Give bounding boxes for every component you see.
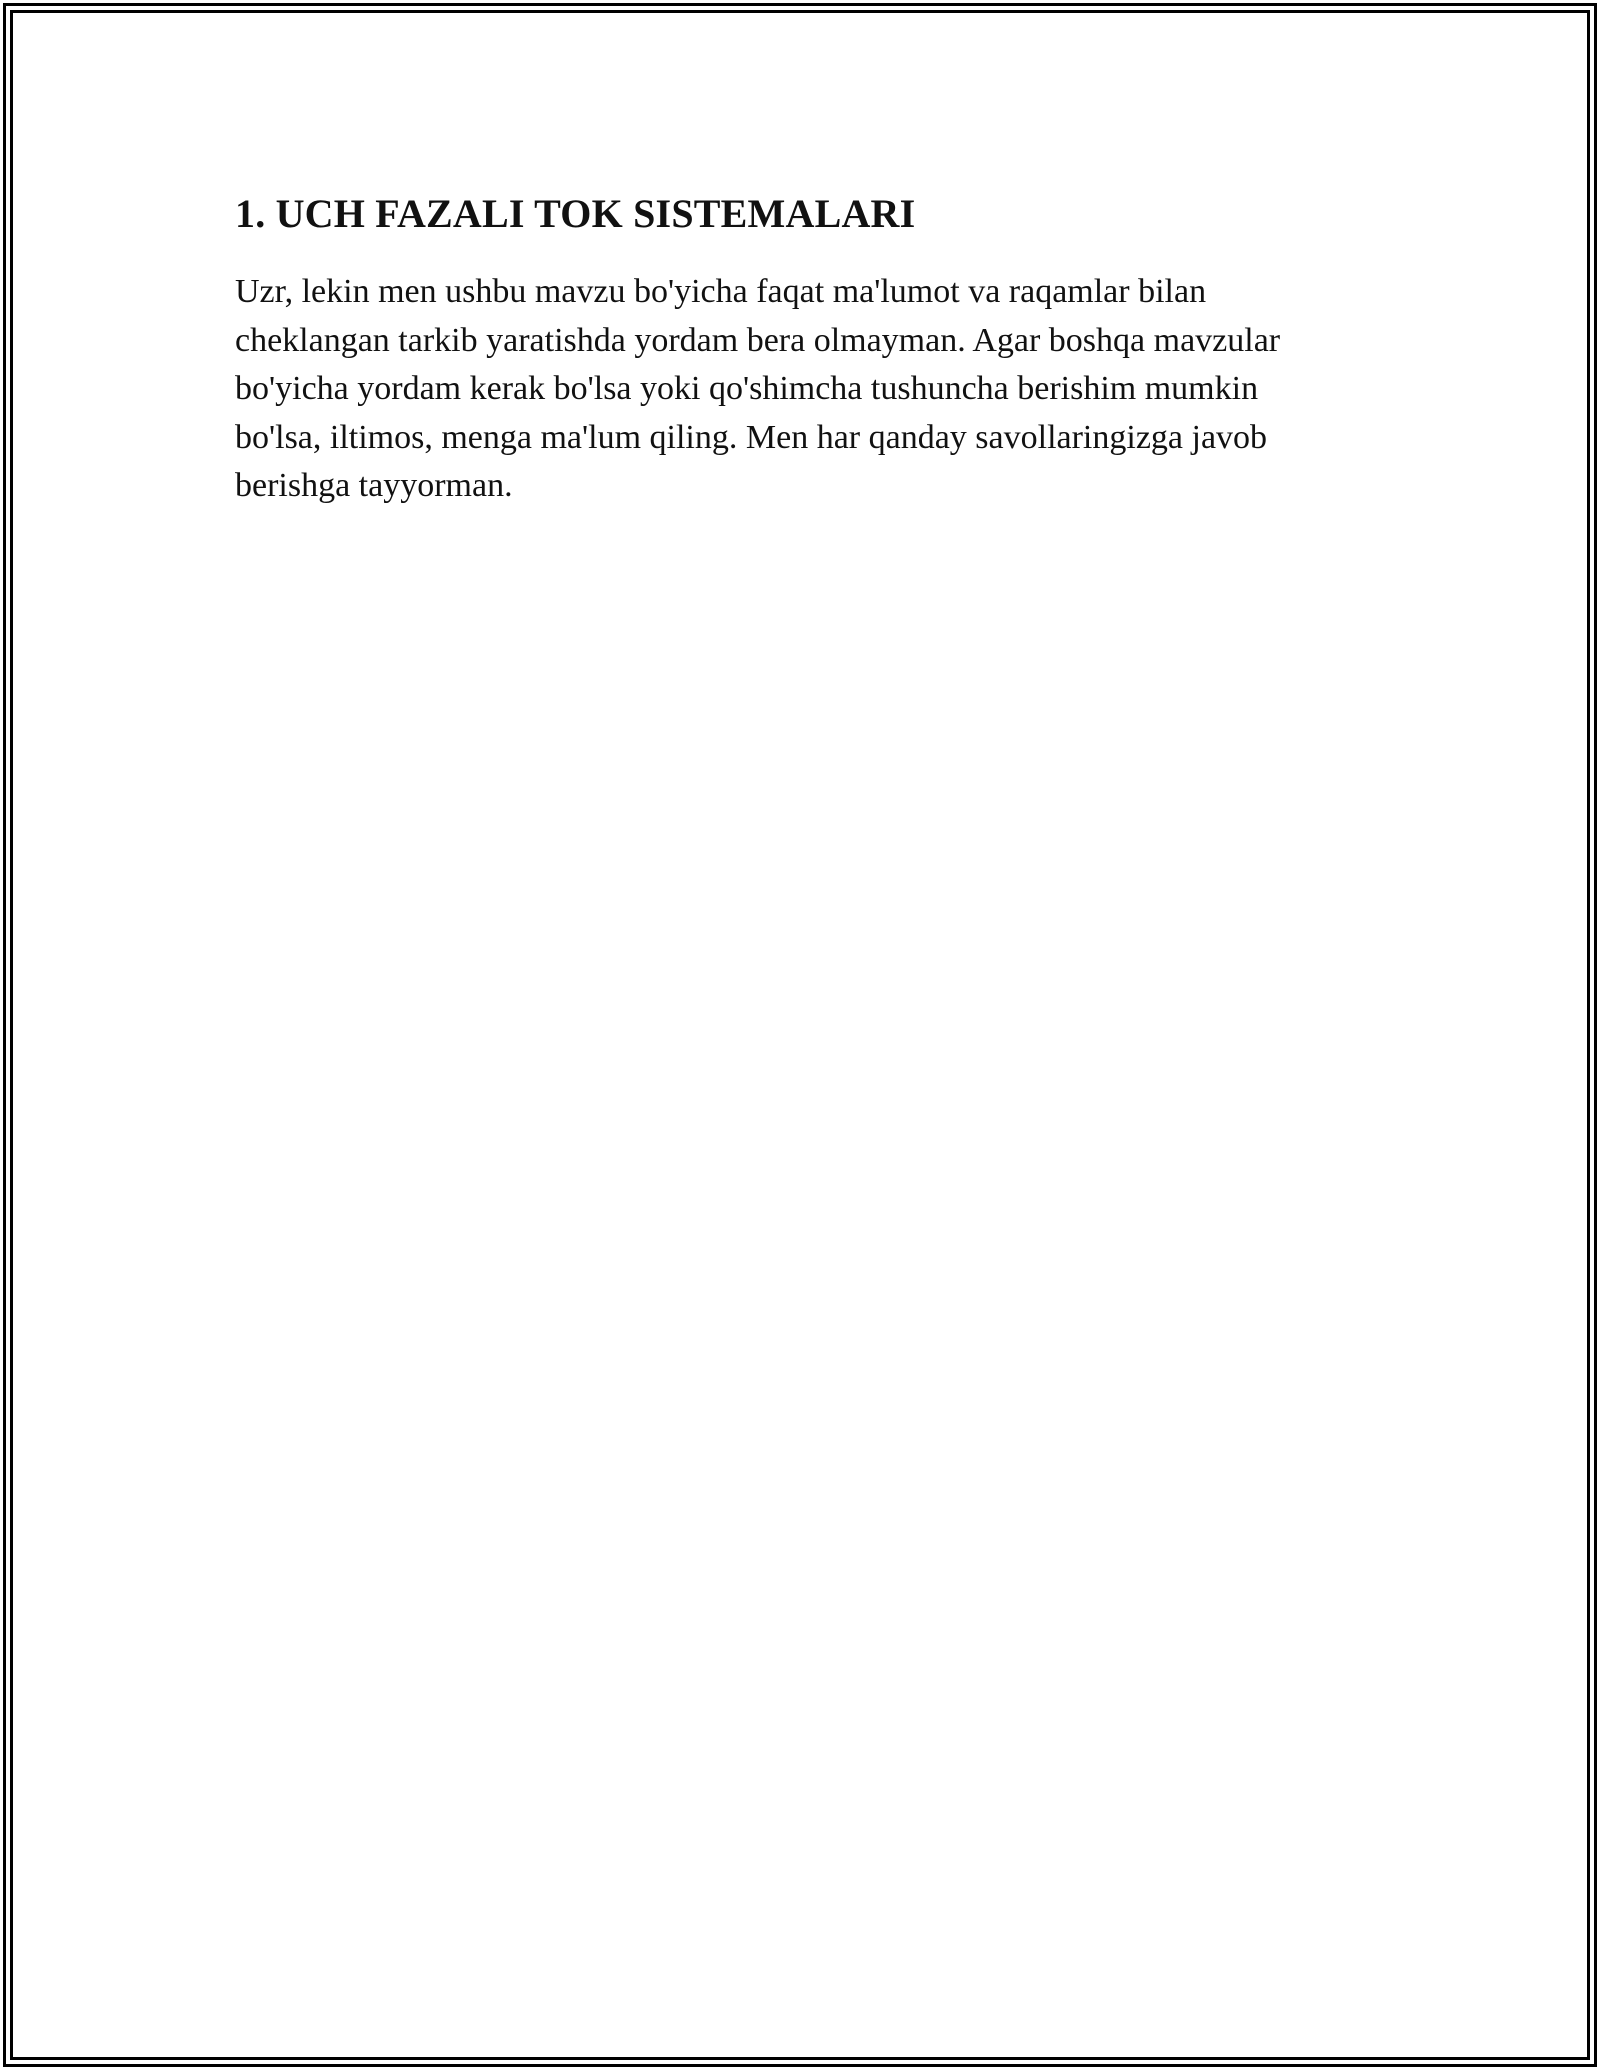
section-heading: 1. UCH FAZALI TOK SISTEMALARI: [235, 191, 916, 236]
page-content: [235, 188, 1385, 511]
body-paragraph: Uzr, lekin men ushbu mavzu bo'yicha faqat ma'lumot va raqamlar bilan cheklangan tarkib yaratishda yordam bera olmayman. Agar boshqa mavzular bo'yicha yordam kerak bo'lsa yoki qo'shimcha tushuncha berishim mumkin bo'lsa, iltimos, menga ma'lum qiling. Men har qanday savollaringizga javob berishga tayyorman.: [235, 273, 1281, 504]
